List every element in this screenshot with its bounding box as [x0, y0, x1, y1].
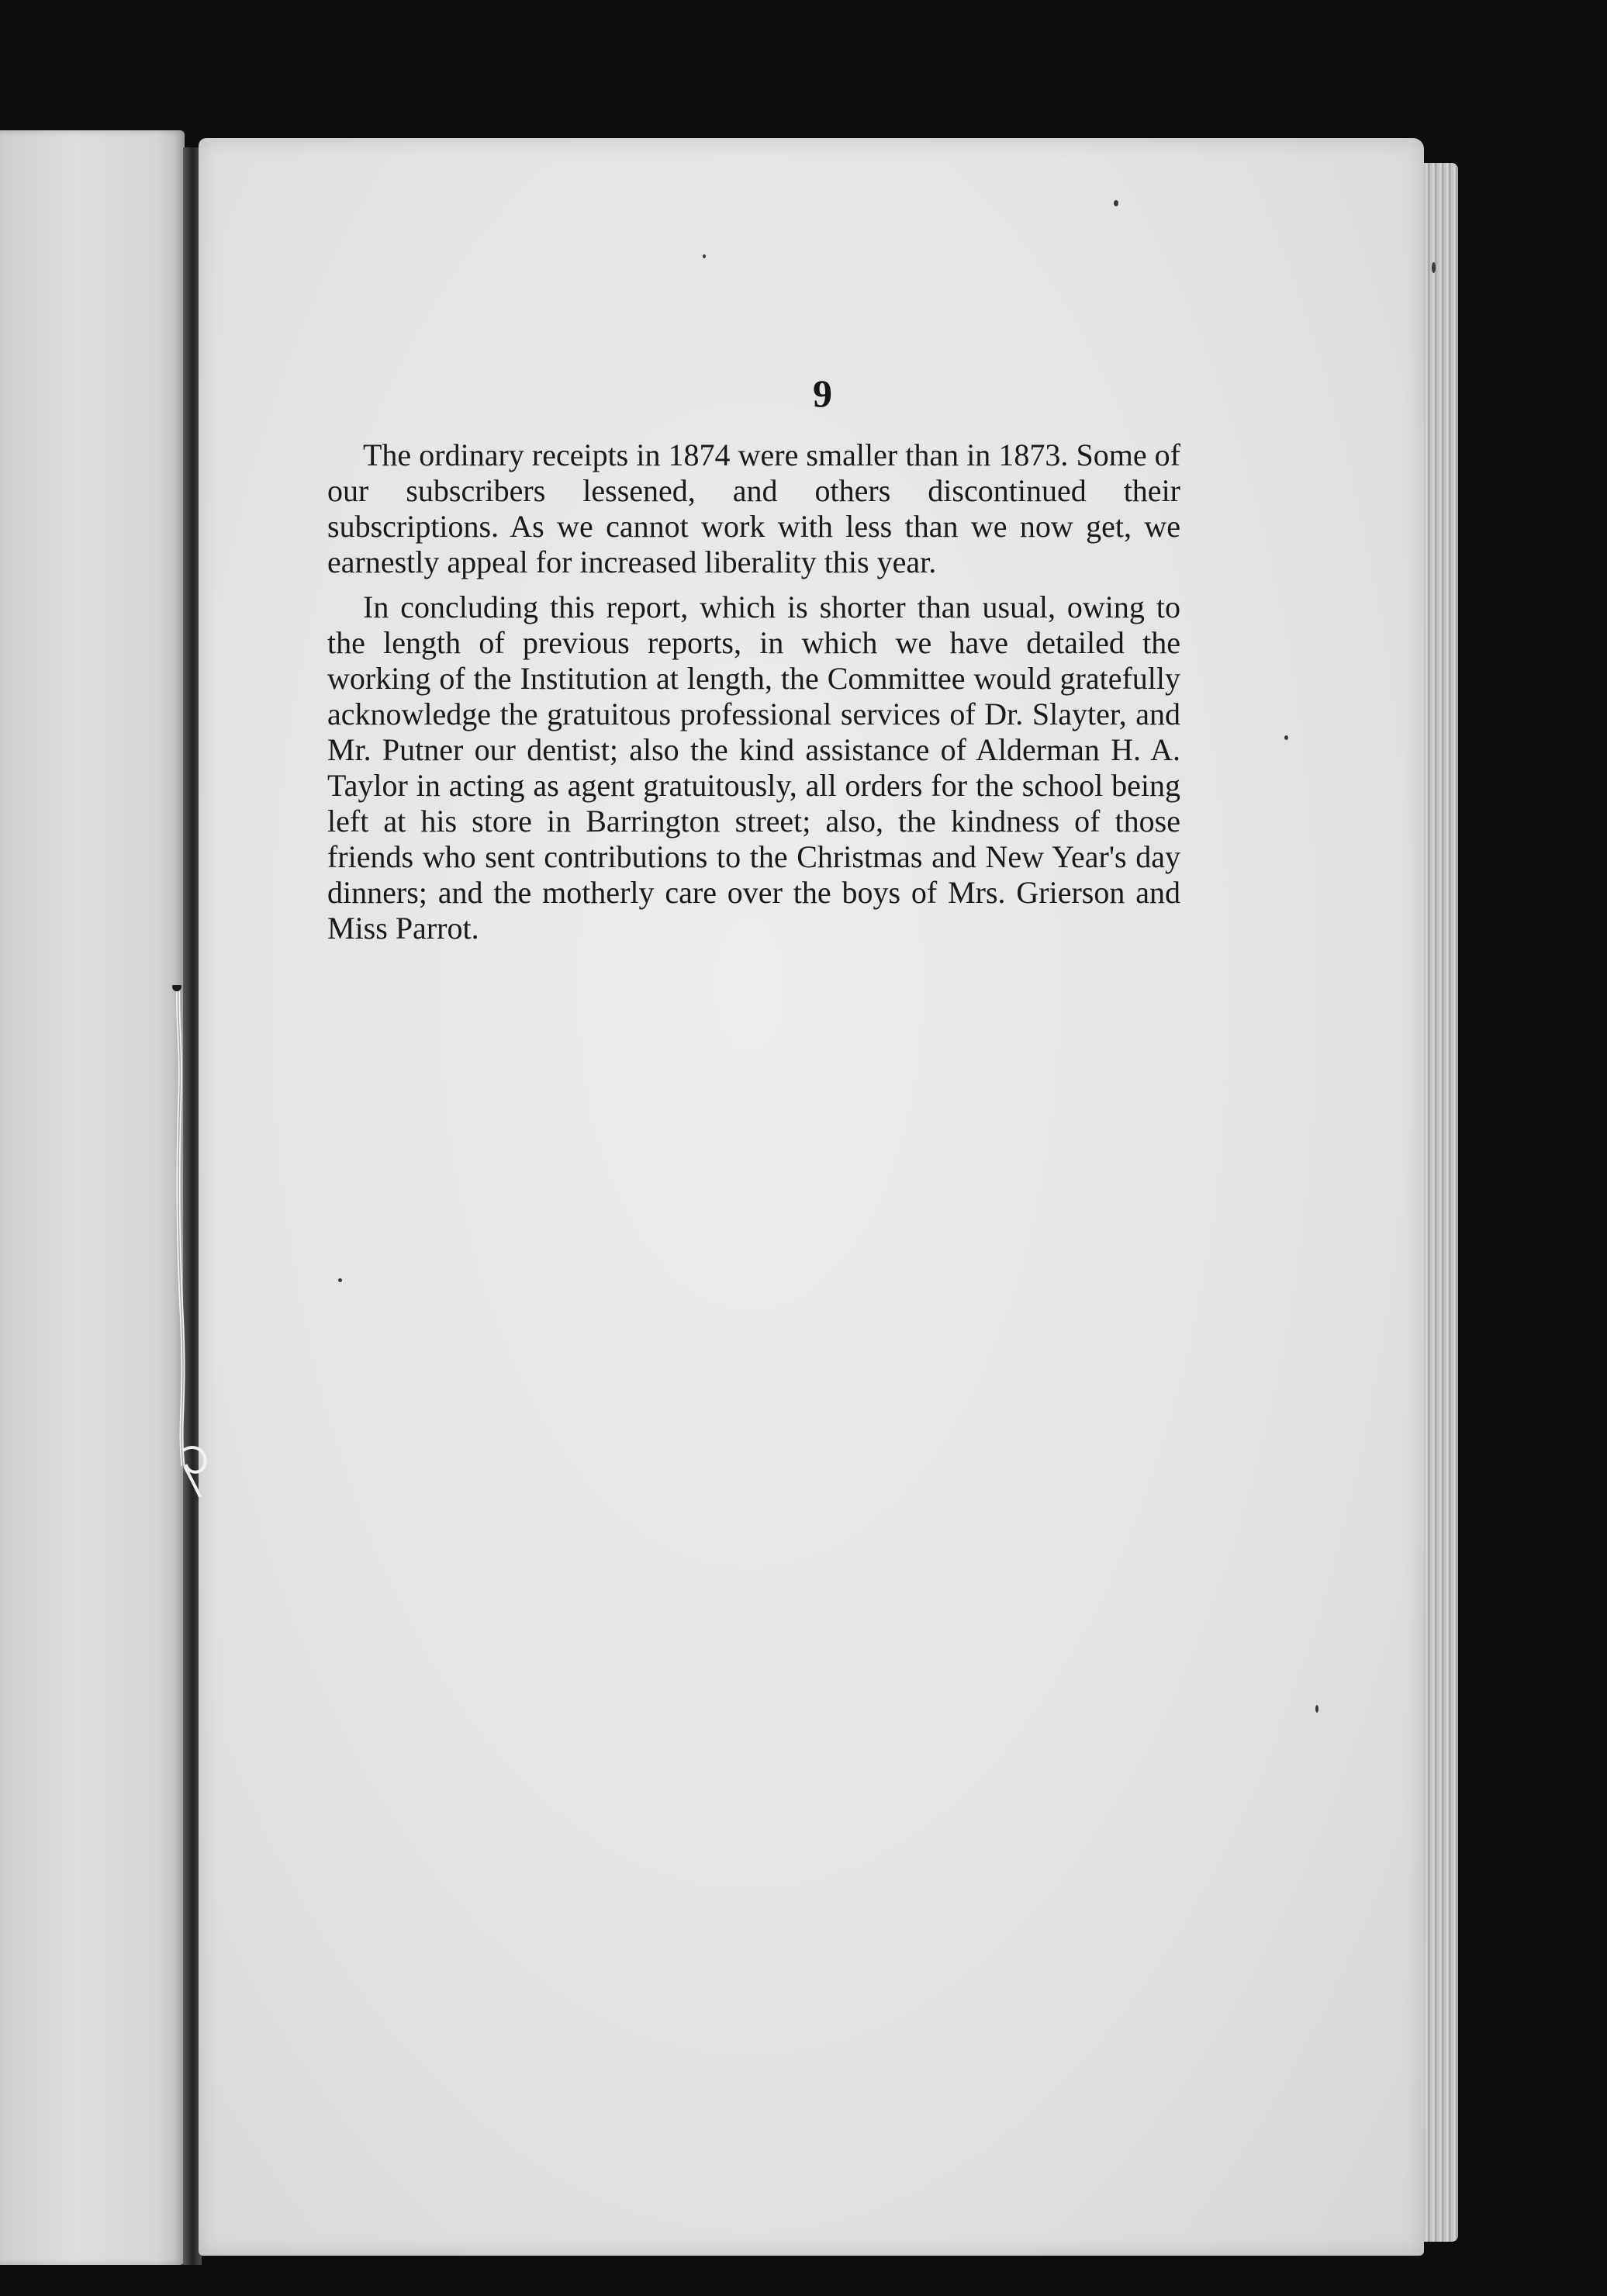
- paragraph-receipts: The ordinary receipts in 1874 were smaller than in 1873. Some of our subscribers lessened, and others discontinued their subscriptions. As we cannot work with less than we now get, we earnestly appeal for increased liberality this year.: [327, 437, 1180, 579]
- dust-speck: [1432, 262, 1436, 273]
- body-text: [327, 437, 1180, 946]
- paragraph-acknowledgements: In concluding this report, which is shorter than usual, owing to the length of previous reports, in which we have detailed the working of the Institution at length, the Committee would gratefully acknowledge the gratuitous professional services of Dr. Slayter, and Mr. Putner our dentist; also the kind assistance of Alderman H. A. Taylor in acting as agent gratuitously, all orders for the school being left at his store in Barrington street; also, the kindness of those friends who sent contributions to the Christmas and New Year's day dinners; and the motherly care over the boys of Mrs. Grierson and Miss Parrot.: [327, 590, 1180, 946]
- dust-speck: [1284, 735, 1288, 740]
- dust-speck: [703, 254, 706, 258]
- document-page: [199, 138, 1424, 2256]
- binding-string-icon: [171, 985, 240, 1497]
- previous-page-edge: [0, 130, 185, 2265]
- dust-speck: [1315, 1705, 1318, 1713]
- dust-speck: [338, 1278, 342, 1282]
- page-number: 9: [813, 372, 833, 415]
- dust-speck: [1114, 200, 1118, 206]
